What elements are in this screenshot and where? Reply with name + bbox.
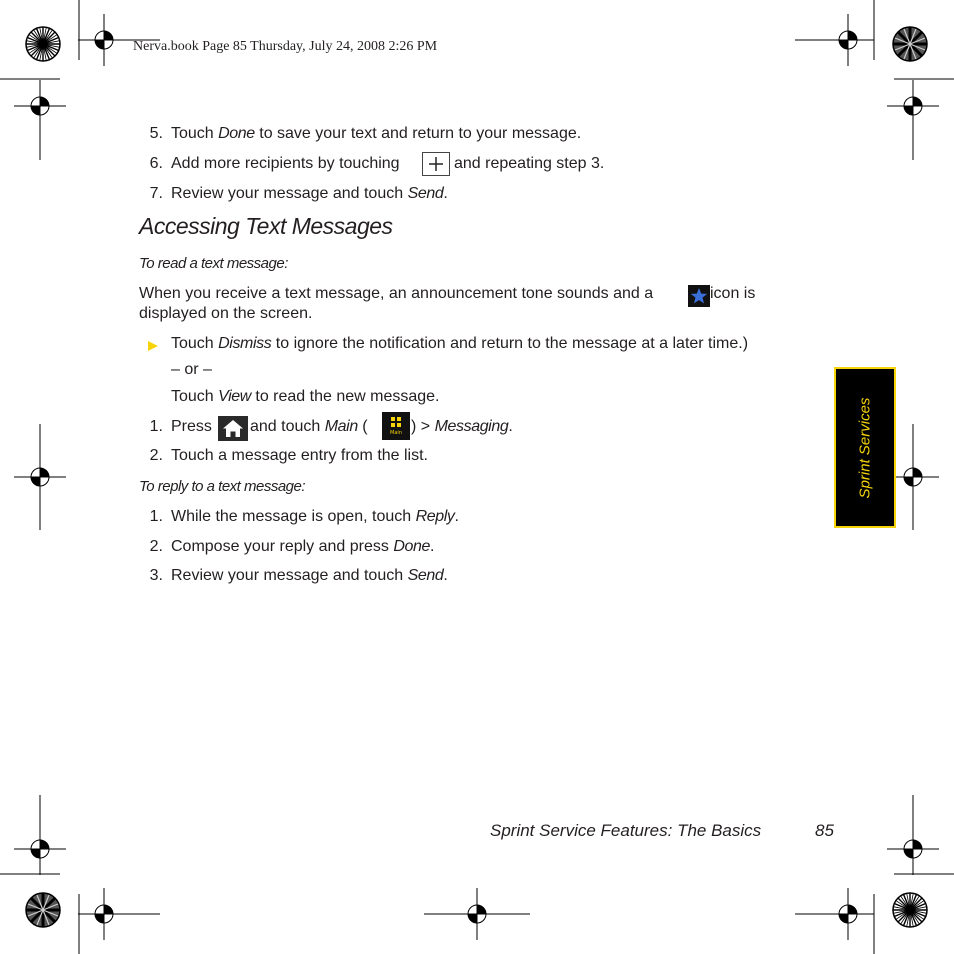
file-header: Nerva.book Page 85 Thursday, July 24, 2008 2:26 PM	[133, 39, 438, 54]
step-number: 5.	[149, 125, 163, 142]
main-key: Main	[324, 418, 358, 435]
step-number: 2.	[149, 538, 163, 555]
triangle-bullet-icon	[147, 340, 159, 352]
done-key: Done	[393, 538, 430, 555]
section-heading: Accessing Text Messages	[139, 213, 393, 239]
dismiss-line: Touch Dismiss to ignore the notification and return to the message at a later time.)	[171, 335, 749, 352]
step-text-middle: and touch Main (	[250, 418, 368, 435]
home-icon	[218, 416, 248, 441]
send-key: Send	[407, 567, 444, 584]
step-number: 1.	[149, 508, 163, 525]
side-tab	[834, 367, 896, 528]
step-text: Touch a message entry from the list.	[171, 447, 428, 464]
step-text-before: Add more recipients by touching	[171, 155, 400, 172]
step-text-after: ) > Messaging.	[411, 418, 513, 435]
step-text: While the message is open, touch Reply.	[171, 508, 459, 525]
view-key: View	[218, 388, 251, 405]
step-number: 6.	[149, 155, 163, 172]
intro-line-2: displayed on the screen.	[139, 305, 313, 322]
step-text: Compose your reply and press Done.	[171, 538, 435, 555]
plus-icon	[422, 152, 450, 176]
side-tab-label: Sprint Services	[856, 397, 874, 498]
step-text: Review your message and touch Send.	[171, 567, 448, 584]
step-number: 1.	[149, 418, 163, 435]
footer-title: Sprint Service Features: The Basics	[490, 821, 762, 840]
intro-line-1-after: icon is	[710, 285, 756, 302]
intro-line-1-before: When you receive a text message, an announcement tone sounds and a	[139, 285, 654, 302]
reply-subheading: To reply to a text message:	[139, 478, 306, 495]
step-number: 3.	[149, 567, 163, 584]
send-key: Send	[407, 185, 444, 202]
done-key: Done	[218, 125, 255, 142]
new-message-star-icon	[688, 285, 710, 307]
step-text: Touch Done to save your text and return to your message.	[171, 125, 582, 142]
or-separator: – or –	[171, 361, 212, 378]
dismiss-key: Dismiss	[218, 335, 272, 352]
step-number: 2.	[149, 447, 163, 464]
messaging-key: Messaging	[434, 418, 509, 435]
step-text-after: and repeating step 3.	[454, 155, 605, 172]
step-number: 7.	[149, 185, 163, 202]
step-text: Review your message and touch Send.	[171, 185, 448, 202]
main-menu-icon-label: Main	[390, 430, 402, 436]
reply-key: Reply	[415, 508, 455, 525]
read-subheading: To read a text message:	[139, 255, 288, 272]
view-line: Touch View to read the new message.	[171, 388, 440, 405]
page-number: 85	[815, 821, 834, 840]
step-text-before: Press	[171, 418, 212, 435]
main-menu-icon	[382, 412, 410, 440]
